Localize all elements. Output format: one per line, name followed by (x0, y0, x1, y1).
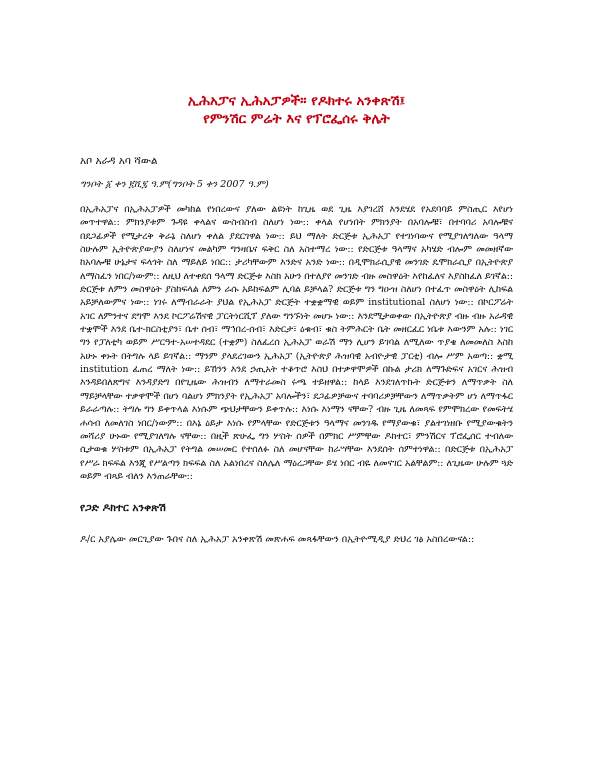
author-name: አቦ አራዳ አባ ሻውል (80, 155, 158, 167)
title-line-2: የምንሽር ምሬት እና የፕሮፌሰሩ ቅሌት (203, 111, 390, 127)
closing-paragraph: ዶ/ር አያሌው መርጊያው ጉበና ስለ ኢሕአፓ አንቀጽሽ መጽሐፍ መጻፋቸውን በኢትዮሚዲያ ድህረ ገፅ አስበረውናል:: (80, 534, 475, 546)
document-title (80, 92, 513, 128)
title-line-1: ኢሕአፓና ኢሕአፓዎች። የዶክተሩ አንቀጽሽ፤ (187, 93, 406, 109)
section-heading: የጋድ ዶክተር አንቀጽሽ (80, 502, 166, 515)
publication-date: ግንቦት ፩ ቀን ፪ሺ፯ ዓ.ም(ግንቦት 5 ቀን 2007 ዓ.ም) (80, 179, 269, 190)
body-paragraph: በኢሕአፓና በኢሕአፓዎች መካከል የነበረውና ያለው ልዩነት ከጊዜ ወደ ጊዜ እያገረሸ እንደሄደ የአደባባይ ምስጢር እየሆነ መጥተዋል:: ምክንያቱም ጉዳዩ ቀላልና ውስብስብ ስለሆነ ነው:: ቀላል የሆነበት ምክንያት በአባሎቹ፣ በተባባሪ አባሎቹና በደጋፊዎች የሚታረቅ ቅራኔ ስለሆነ ቀለል ያደርገዋል ነው:: ይህ ማለት ድርጅቱ ኢሕአፓ የተገነባውና የሚያገለግለው ዓላማ ስሁሉም ኢትዮጵያውያን ስለሆነና መልካም ግንዛቤና ፍቅር ስለ አስተማረ ነው:: የድርጅቱ ዓላማና አካሄድ ብሎም መመዘኛው ከአባሎቹ ሁኔታና ፍላጎት ስለ ማይለይ ነበር:: ታሪካቸውም እንድና አንድ ነው:: በዲሞክራሲያዊ መንገድ ዴሞክራሲያ በኢትዮጵያ ለማስፈን ነበር/ነውም:: ለዚህ ለተቀደሰ ዓላማ ድርጅቱ እስክ አሁን በተለያየ መንገድ ብዙ መስዋዕት እየከፈለና እያስከፈለ ይገኛል:: ድርጅቱ ለምን መስዋዕት ያስከፍላል ለምን ራሱ አይከፍልም ሊባል ይቻላል? ድርጅቱ ግን ግዑዝ ስለሆነ በተፈጥ መስዋዕት ሊከፍል አይቻለውምና ነው:: ነገሩ ለማብራራት ያህል የኢሕአፓ ድርጅት ተቋቋማዊ ወይም institutional ስለሆነ ነው:: በኮርፖሬት አገር ለምንተና ደግሞ እንደ ኮርፖሬሽናዊ ፓርትነርሺፕ ያለው ግንኙነት መሆኑ ነው:: እንደሚታወቀው በኢትዮጵያ ብዙ ብዙ አራዳዊ ተቋሞች እንደ ቤተ-ክርስቲያን፣ ቤተ ሰብ፣ ማኅበረ-ሰብ፣ እድርታ፣ ዕቁብ፣ ቁስ ትምሕርት ቤት መዘርፈር ነቤቱ እውንም አሉ:: ነገር ግን የፓለቲካ ወይም ሥርዓተ-አሠተዳደር (ተቋም) ስለፈረሰ ኢሕአፓ ወራሽ ማን ሊሆን ይገባል ለሚለው ጥያቄ ለመመለስ እስከ አሁኑ ቀኑት በትግሉ ላይ ይገኛል:: ማንም ያላደረገውን ኢሕአፓ (ኢትዮጵያ ሕዝባዊ አብዮታዊ ፓርቲ) ብሎ ሥም አወጣ:: ቋሚ institution ፈጠረ ማለት ነው:: ይኸንን እንደ ኃጢአት ተቆጥሮ እስህ በተቃዋሞዎች በኩል ታሪክ ለማጉድፍና አገርና ሕዝብ እንዳይበለጽግና እንዳያድግ በየጊዜው ሕዝብን ለማተራመስ ሩጫ ተይዘዋል:: ከላይ እንደገለጥኩት ድርጅቱን ለማጥቃት ስለ ማይቻላቸው ተቃዋሞች በሆነ ባልሆነ ምክንያት የኢሕአፓ አባሎችን፣ ደጋፊዎቻውና ተባባሪዎቻቸውን ለማጥቃትም ሆነ ለማጥፋር ይራራጣሉ:: ትግሉ ግን ይቀጥላል እነሱም ጭህታቸውን ይቀጥሉ:: እነሱ እነማን ናቸው? ብዙ ጊዜ ለመጻፍ የምሞክረው የመፍትሄ ሐሳብ ለመለገስ ነበር/ነውም:: በእኔ ዕይታ እነሱ የምላቸው የድርጅቱን ዓላማና መንገዱ የማያውቁ፣ ያልተገነዘቡ የሚያውቁትን መሻሪያ ሁኑው የሚያገለግሉ ናቸው:: በዚች ጽሁፌ ግን ሦስት ሰዎች በምክር ሥምቸው ዶክተር፣ ምንሽርና ፕሮፌሰር ተብለው ሲታወቁ ሦስቱም በኢሕአፓ የትግል መሠመር የተሰለፉ ስለ መሆናቸው ከራሣቸው እንደሰት ሰምተነዋል:: በድርጅቱ በኢሕአፓ የሥራ ክፍፍል እንጂ የሥልጣን ክፍፍል ስለ አልነበረና ስለሌለ ማዕረጋቸው ይሄ ነበር ብዬ ለመናገር አልቸልም:: ለጊዜው ሁሉም ጓድ ወይም ብጻይ ብለን እንጠራቸው:: (80, 204, 513, 482)
